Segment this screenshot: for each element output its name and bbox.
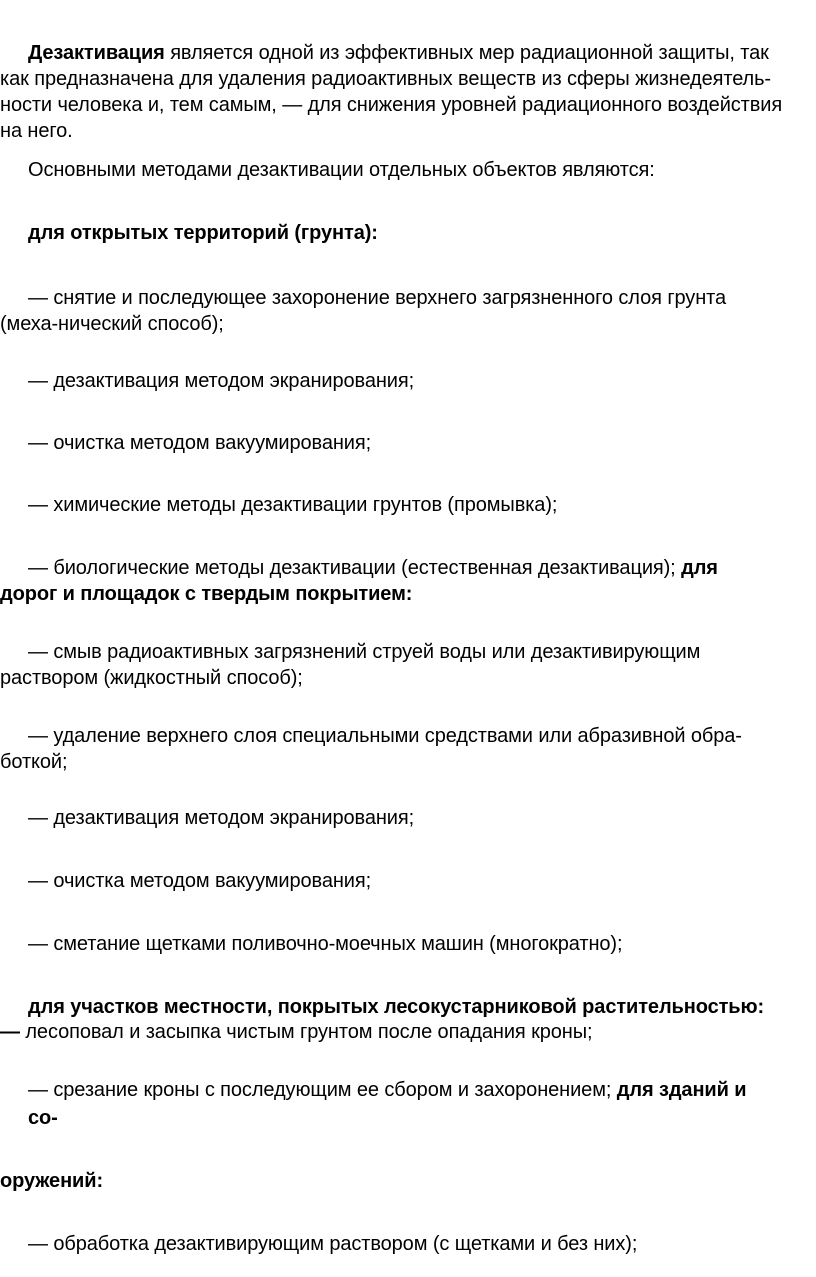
- forest-item-1: [0, 1020, 816, 1044]
- buildings-heading-part-3: оружений:: [0, 1170, 104, 1192]
- methods-intro: Основными методами дезактивации отдельных объектов являются:: [28, 159, 655, 181]
- buildings-item-1: — обработка дезактивирующим раствором (с щетками и без них);: [28, 1233, 638, 1255]
- forest-item-2: [0, 1078, 816, 1102]
- forest-item-1-text: лесоповал и засыпка чистым грунтом после опадания кроны;: [19, 1021, 593, 1043]
- open-areas-item-5-text: — биологические методы дезактивации (естественная дезактивация);: [28, 557, 682, 579]
- roads-item-2-line-2: боткой;: [0, 751, 68, 773]
- intro-line-1-text: является одной из эффективных мер радиационной защиты, так: [164, 42, 769, 64]
- roads-item-2-line-1: — удаление верхнего слоя специальными средствами или абразивной обра-: [28, 725, 742, 747]
- buildings-heading-part-1: для зданий и: [616, 1079, 747, 1101]
- roads-item-4: — очистка методом вакуумирования;: [28, 870, 372, 892]
- intro-paragraph-line-2: как предназначена для удаления радиоактивных веществ из сферы жизнедеятель-: [0, 68, 771, 90]
- forest-item-1-dash: —: [0, 1021, 20, 1043]
- open-areas-item-5: [0, 556, 816, 580]
- roads-heading-part-1: для: [681, 557, 718, 579]
- open-areas-item-2: — дезактивация методом экранирования;: [28, 370, 415, 392]
- roads-item-5: — сметание щетками поливочно-моечных машин (многократно);: [28, 933, 623, 955]
- forest-heading: для участков местности, покрытых лесокустарниковой растительностью:: [28, 996, 765, 1018]
- intro-paragraph-line-3: ности человека и, тем самым, — для снижения уровней радиационного воздействия: [0, 94, 783, 116]
- roads-item-3: — дезактивация методом экранирования;: [28, 807, 415, 829]
- forest-item-2-text: — срезание кроны с последующим ее сбором и захоронением;: [28, 1079, 617, 1101]
- open-areas-item-4: — химические методы дезактивации грунтов (промывка);: [28, 494, 558, 516]
- open-areas-item-1-line-2: (меха-нический способ);: [0, 313, 224, 335]
- roads-item-1-line-2: раствором (жидкостный способ);: [0, 667, 303, 689]
- buildings-heading-part-2: со-: [28, 1107, 58, 1129]
- open-areas-item-3: — очистка методом вакуумирования;: [28, 432, 372, 454]
- intro-term: Дезактивация: [28, 42, 165, 64]
- intro-paragraph-line-4: на него.: [0, 120, 73, 142]
- intro-paragraph-line-1: [0, 41, 816, 65]
- roads-heading-part-2: дорог и площадок с твердым покрытием:: [0, 583, 413, 605]
- open-areas-item-1-line-1: — снятие и последующее захоронение верхнего загрязненного слоя грунта: [28, 287, 727, 309]
- open-areas-heading: для открытых территорий (грунта):: [28, 222, 378, 244]
- roads-item-1-line-1: — смыв радиоактивных загрязнений струей воды или дезактивирующим: [28, 641, 701, 663]
